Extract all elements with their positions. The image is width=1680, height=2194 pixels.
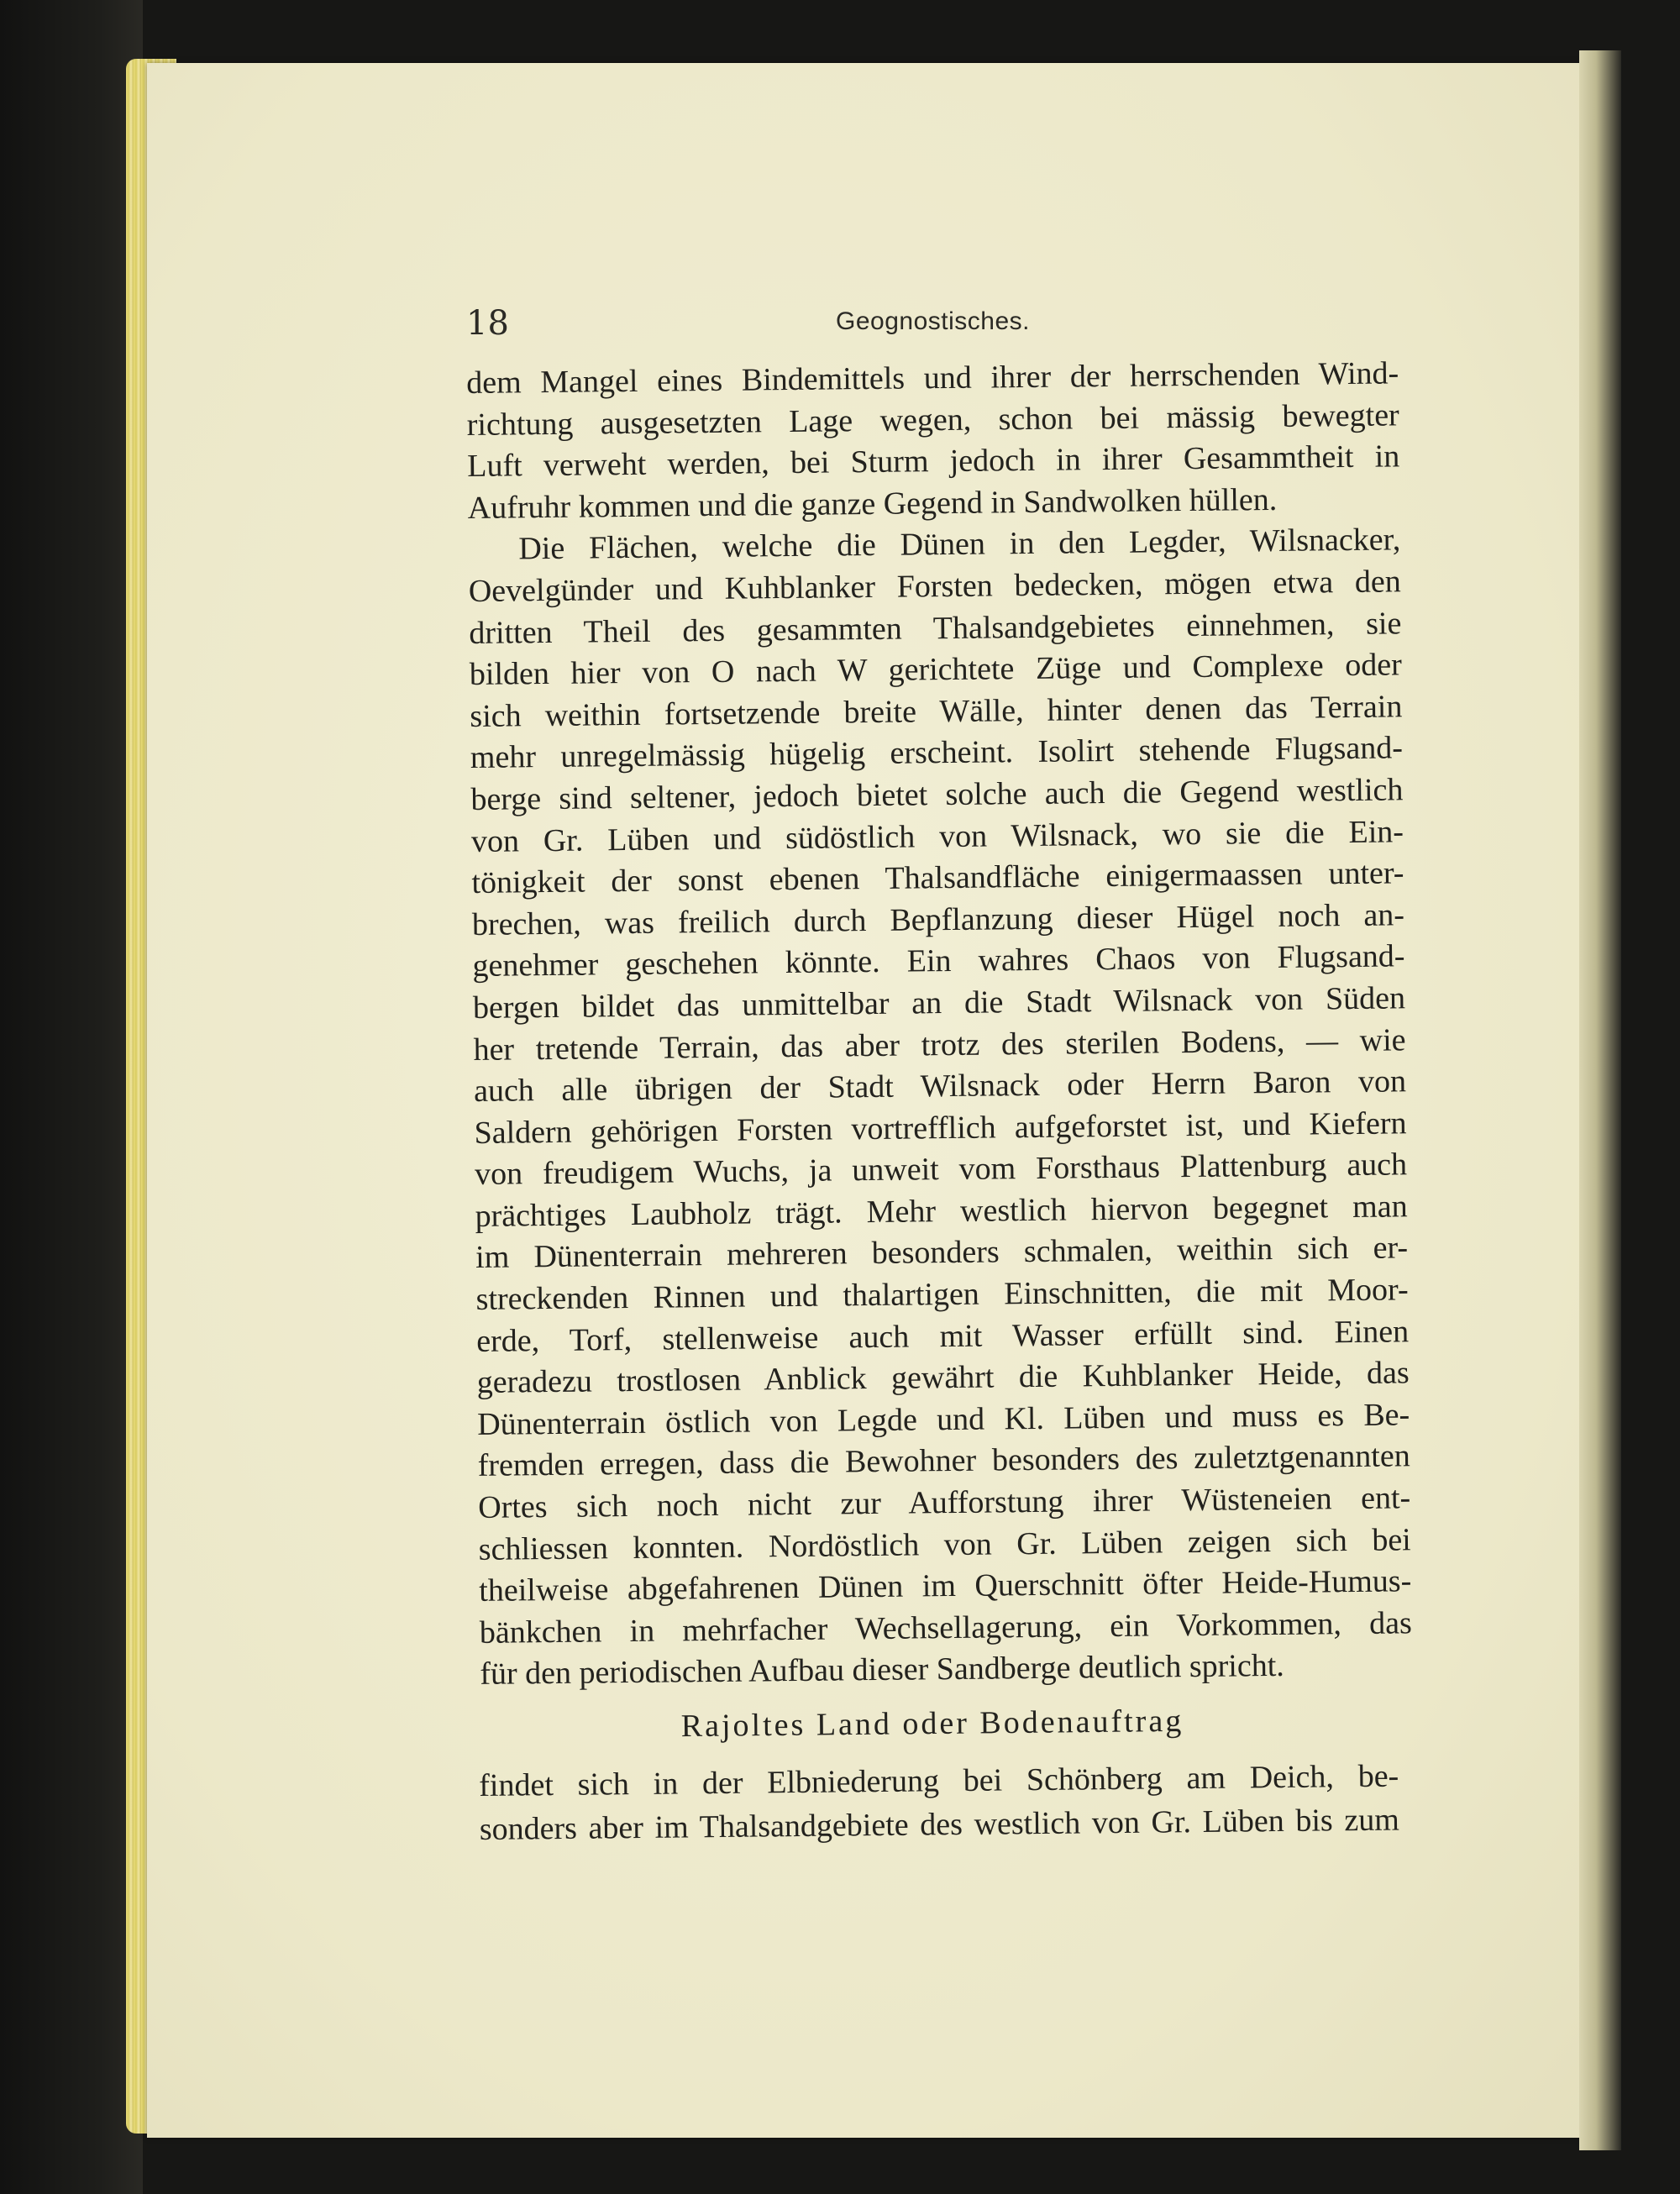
text-line: theilweise abgefahrenen Dünen im Querschnitt öfter Heide-Humus- — [479, 1563, 1412, 1609]
text-line: auch alle übrigen der Stadt Wilsnack oder Herrn Baron von — [473, 1063, 1407, 1110]
text-line: prächtiges Laubholz trägt. Mehr westlich hiervon begegnet man — [475, 1189, 1408, 1234]
text-line: her tretende Terrain, das aber trotz des sterilen Bodens, — wie — [473, 1021, 1406, 1068]
section-heading: Rajoltes Land oder Bodenauftrag — [680, 1703, 1184, 1745]
text-line: von Gr. Lüben und südöstlich von Wilsnack, wo sie die Ein- — [470, 813, 1404, 859]
text-line: findet sich in der Elbniederung bei Schönberg am Deich, be- — [479, 1758, 1399, 1803]
text-line: geradezu trostlosen Anblick gewährt die Kuhblanker Heide, das — [476, 1355, 1410, 1401]
text-line: fremden erregen, dass die Bewohner besonders des zuletztgenannten — [477, 1438, 1410, 1484]
text-line: sich weithin fortsetzende breite Wälle, hinter denen das Terrain — [470, 689, 1403, 734]
text-line: schliessen konnten. Nordöstlich von Gr. Lüben zeigen sich bei — [478, 1521, 1411, 1567]
next-page-edge — [1579, 50, 1621, 2150]
page-number: 18 — [466, 304, 509, 343]
text-line: Luft verweht werden, bei Sturm jedoch in ihrer Gesammtheit in — [467, 438, 1400, 485]
text-line: für den periodischen Aufbau dieser Sandberge deutlich spricht. — [480, 1648, 1284, 1693]
text-line: Saldern gehörigen Forsten vortrefflich aufgeforstet ist, und Kiefern — [474, 1105, 1407, 1151]
running-head: Geognostisches. — [836, 307, 1030, 335]
text-line: berge sind seltener, jedoch bietet solche auch die Gegend westlich — [470, 772, 1404, 817]
text-line: dem Mangel eines Bindemittels und ihrer der herrschenden Wind- — [466, 355, 1399, 401]
text-line: sonders aber im Thalsandgebiete des westlich von Gr. Lüben bis zum — [479, 1802, 1399, 1847]
text-line: Oevelgünder und Kuhblanker Forsten bedecken, mögen etwa den — [468, 564, 1402, 609]
text-line: tönigkeit der sonst ebenen Thalsandfläche einigermaassen unter- — [471, 855, 1404, 901]
section-text — [479, 1755, 1399, 1851]
text-line: erde, Torf, stellenweise auch mit Wasser erfüllt sind. Einen — [475, 1313, 1410, 1359]
text-line: Dünenterrain östlich von Legde und Kl. Lüben und muss es Be- — [477, 1397, 1410, 1442]
text-line: bergen bildet das unmittelbar an die Stadt Wilsnack von Süden — [472, 980, 1406, 1026]
text-line: von freudigem Wuchs, ja unweit vom Forsthaus Plattenburg auch — [474, 1147, 1408, 1193]
book-cover-left — [0, 0, 143, 2194]
text-line: mehr unregelmässig hügelig erscheint. Isolirt stehende Flugsand- — [470, 730, 1404, 776]
page-header — [466, 304, 1399, 354]
text-line: streckenden Rinnen und thalartigen Einschnitten, die mit Moor- — [475, 1272, 1409, 1318]
text-line: bänkchen in mehrfacher Wechsellagerung, ein Vorkommen, das — [479, 1605, 1412, 1651]
text-line: dritten Theil des gesammten Thalsandgebietes einnehmen, sie — [469, 605, 1402, 651]
text-line: richtung ausgesetzten Lage wegen, schon bei mässig bewegter — [466, 396, 1399, 443]
text-line: genehmer geschehen könnte. Ein wahres Chaos von Flugsand- — [472, 938, 1405, 984]
text-line: brechen, was freilich durch Bepflanzung dieser Hügel noch an- — [471, 897, 1405, 942]
text-line: Aufruhr kommen und die ganze Gegend in Sandwolken hüllen. — [467, 481, 1278, 526]
text-line: im Dünenterrain mehreren besonders schmalen, weithin sich er- — [475, 1230, 1409, 1276]
text-line: Die Flächen, welche die Dünen in den Legder, Wilsnacker, — [518, 522, 1401, 567]
body-text — [466, 353, 1413, 1696]
text-line: Ortes sich noch nicht zur Aufforstung ihrer Wüsteneien ent- — [478, 1480, 1411, 1525]
text-line: bilden hier von O nach W gerichtete Züge und Complexe oder — [469, 647, 1403, 693]
